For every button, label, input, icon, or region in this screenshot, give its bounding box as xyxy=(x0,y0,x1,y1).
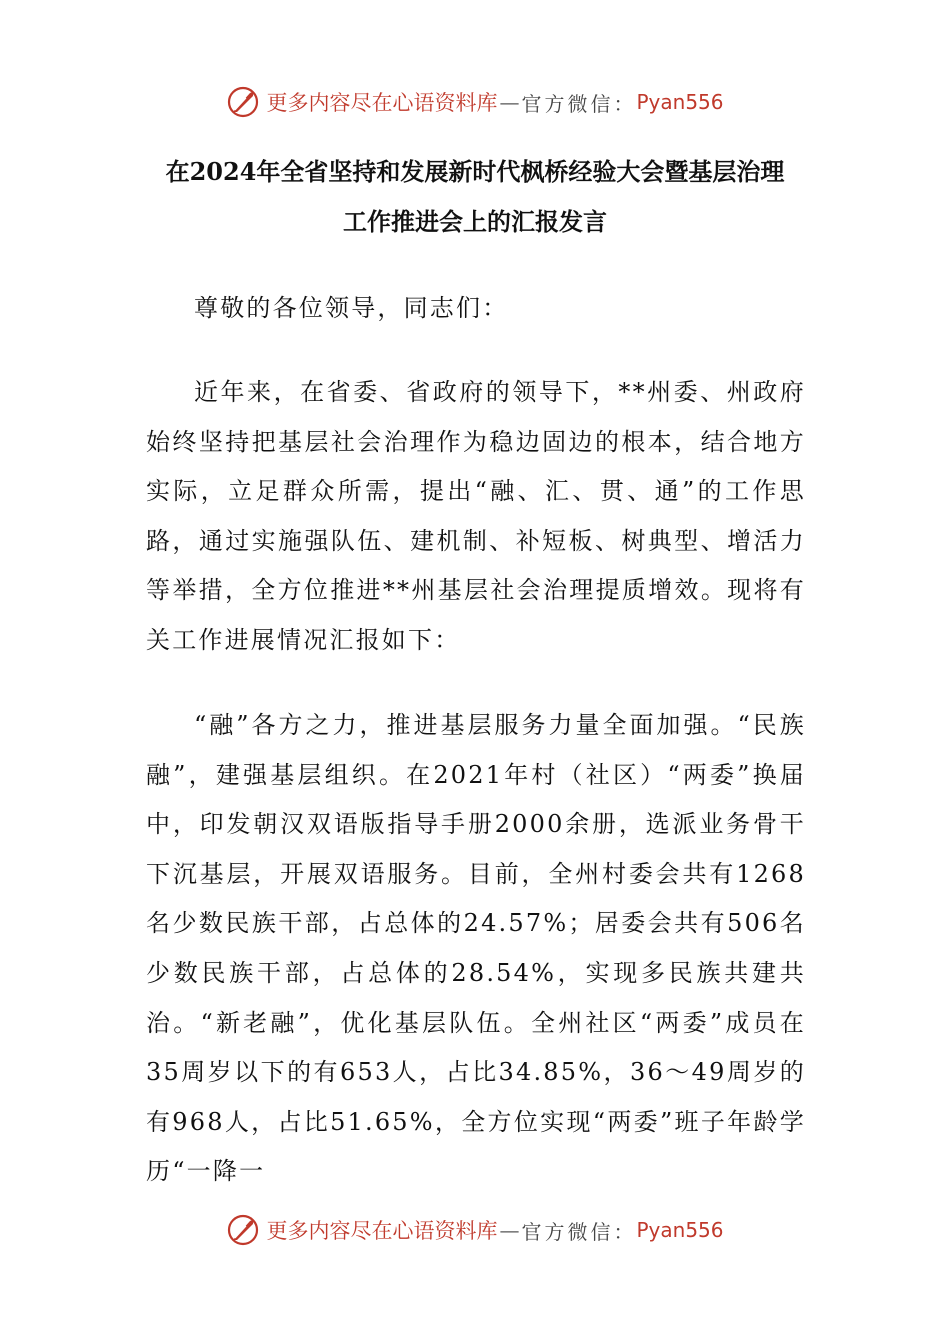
document-title-line-1: 在2024年全省坚持和发展新时代枫桥经验大会暨基层治理 xyxy=(165,157,785,186)
watermark-banner-bottom xyxy=(0,1210,950,1250)
watermark-separator: — xyxy=(499,90,520,114)
watermark-contact-label: 官方微信： xyxy=(521,1219,637,1244)
body-paragraph-intro: 近年来，在省委、省政府的领导下，**州委、州政府始终坚持把基层社会治理作为稳边固边的根本，结合地方实际，立足群众所需，提出“融、汇、贯、通”的工作思路，通过实施强队伍、建机制、补短板、树典型、增活力等举措，全方位推进**州基层社会治理提质增效。现将有关工作进展情况汇报如下： xyxy=(146,378,806,654)
document-title-line-2: 工作推进会上的汇报发言 xyxy=(343,207,607,236)
watermark-separator: — xyxy=(499,1218,520,1242)
watermark-contact-label: 官方微信： xyxy=(521,91,637,116)
watermark-wechat-id: Pyan556 xyxy=(636,1218,724,1242)
quill-pen-logo-icon xyxy=(226,85,260,119)
watermark-banner-top xyxy=(0,82,950,122)
salutation: 尊敬的各位领导，同志们： xyxy=(194,294,509,322)
watermark-brand-text: 更多内容尽在心语资料库 xyxy=(266,91,498,115)
watermark-brand-text: 更多内容尽在心语资料库 xyxy=(266,1219,498,1243)
watermark-wechat-id: Pyan556 xyxy=(636,90,724,114)
quill-pen-logo-icon xyxy=(226,1213,260,1247)
body-paragraph-rong: “融”各方之力，推进基层服务力量全面加强。“民族融”，建强基层组织。在2021年村（社区）“两委”换届中，印发朝汉双语版指导手册2000余册，选派业务骨干下沉基层，开展双语服务。目前，全州村委会共有1268名少数民族干部，占总体的24.57%；居委会共有506名少数民族干部，占总体的28.54%，实现多民族共建共治。“新老融”，优化基层队伍。全州社区“两委”成员在35周岁以下的有653人，占比34.85%，36～49周岁的有968人，占比51.65%，全方位实现“两委”班子年龄学历“一降一 xyxy=(146,711,806,1186)
